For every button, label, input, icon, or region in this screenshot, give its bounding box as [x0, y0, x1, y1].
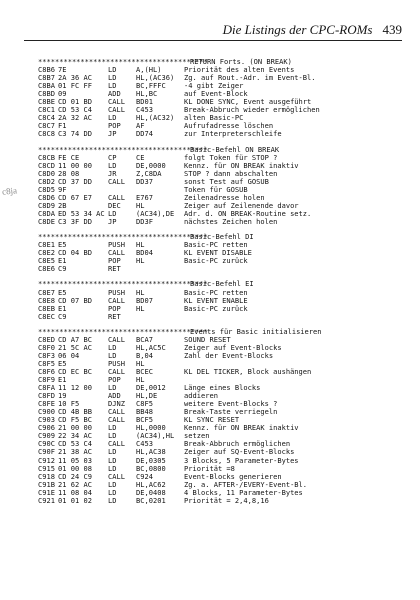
comment: auf Event-Block	[184, 89, 248, 99]
address: C8BA	[38, 81, 55, 91]
operand: BD07	[136, 295, 153, 305]
operand: BB48	[136, 407, 153, 417]
operand: HL	[136, 256, 145, 266]
address: C8C7	[38, 121, 55, 131]
address: C8DA	[38, 208, 55, 218]
opcode-bytes: 2A 32 AC	[58, 113, 92, 123]
comment: nächstes Zeichen holen	[184, 216, 278, 226]
listing-row	[38, 497, 410, 505]
operand	[136, 313, 184, 321]
section-title: Basic-Befehl EI	[190, 279, 254, 289]
address: C8F0	[38, 342, 55, 352]
address: C8D9	[38, 200, 55, 210]
operand: HL,0000	[136, 423, 166, 433]
comment: 3 Blocks, 5 Parameter-Bytes	[184, 455, 299, 465]
mnemonic: CALL	[108, 334, 125, 344]
section-title: Basic-Befehl ON BREAK	[190, 144, 280, 154]
operand: HL	[136, 287, 145, 297]
address: C90C	[38, 439, 55, 449]
section-title: RETURN Forts. (ON BREAK)	[190, 57, 292, 66]
opcode-bytes: E1	[58, 256, 67, 266]
mnemonic: ADD	[108, 391, 121, 401]
section-separator: ****************************************	[38, 57, 208, 66]
listing-row	[38, 218, 410, 226]
mnemonic: CALL	[108, 407, 125, 417]
mnemonic: POP	[108, 121, 121, 131]
comment: KL DONE SYNC, Event ausgeführt	[184, 97, 312, 107]
comment: zur Interpreterschleife	[184, 129, 282, 139]
comment: Zeiger auf Zeilenende davor	[184, 200, 299, 210]
opcode-bytes: 7E	[58, 65, 67, 75]
opcode-bytes: C9	[58, 311, 67, 321]
mnemonic: JR	[108, 168, 117, 178]
address: C8B7	[38, 73, 55, 83]
section-separator: ****************************************	[38, 326, 208, 336]
address: C91E	[38, 487, 55, 497]
comment: SOUND RESET	[184, 334, 231, 344]
address: C8E8	[38, 295, 55, 305]
opcode-bytes: 9F	[58, 184, 67, 194]
operand: B,04	[136, 350, 153, 360]
mnemonic: LD	[108, 350, 117, 360]
opcode-bytes: 01 FC FF	[58, 81, 92, 91]
address: C8CB	[38, 152, 55, 162]
address: C8D0	[38, 168, 55, 178]
address: C8E1	[38, 240, 55, 250]
comment: Break-Abbruch ermöglichen	[184, 439, 291, 449]
opcode-bytes: 2B	[58, 200, 67, 210]
operand: BCEC	[136, 367, 153, 377]
opcode-bytes: CD 67 E7	[58, 192, 92, 202]
opcode-bytes: ED 53 34 AC	[58, 208, 105, 218]
address: C8EC	[38, 311, 55, 321]
comment: folgt Token für STOP ?	[184, 152, 278, 162]
mnemonic: DEC	[108, 200, 121, 210]
comment: weitere Event-Blocks ?	[184, 399, 278, 409]
operand: HL,AC5C	[136, 342, 166, 352]
opcode-bytes: 11 00 00	[58, 160, 92, 170]
mnemonic: LD	[108, 479, 117, 489]
comment: STOP ? dann abschalten	[184, 168, 278, 178]
mnemonic: LD	[108, 487, 117, 497]
opcode-bytes: F1	[58, 121, 67, 131]
mnemonic: PUSH	[108, 240, 125, 250]
mnemonic: LD	[108, 423, 117, 433]
comment: Kennz. für ON BREAK inaktiv	[184, 423, 299, 433]
address: C8E7	[38, 287, 55, 297]
address: C8FA	[38, 383, 55, 393]
page-header	[22, 22, 402, 38]
opcode-bytes: 2A 36 AC	[58, 73, 92, 83]
operand: (AC34),HL	[136, 431, 175, 441]
mnemonic: RET	[108, 264, 121, 274]
operand: HL	[136, 200, 145, 210]
operand: HL,(AC36)	[136, 73, 175, 83]
mnemonic: LD	[108, 160, 117, 170]
address: C8E6	[38, 264, 55, 274]
address: C8C8	[38, 129, 55, 139]
opcode-bytes: 09	[58, 89, 67, 99]
mnemonic: CALL	[108, 367, 125, 377]
address: C8F5	[38, 358, 55, 368]
listing-row	[38, 352, 410, 360]
mnemonic: LD	[108, 81, 117, 91]
operand: BD04	[136, 248, 153, 258]
mnemonic: DJNZ	[108, 399, 125, 409]
operand: DD3F	[136, 216, 153, 226]
operand: HL	[136, 375, 145, 385]
mnemonic: LD	[108, 495, 117, 505]
opcode-bytes: E5	[58, 358, 67, 368]
section-title: Events für Basic initialisieren	[190, 326, 322, 336]
opcode-bytes: C9	[58, 264, 67, 274]
comment: sonst Test auf GOSUB	[184, 176, 269, 186]
opcode-bytes: 28 08	[58, 168, 80, 178]
operand: HL	[136, 240, 145, 250]
mnemonic: CALL	[108, 439, 125, 449]
comment: Adr. d. ON BREAK-Routine setz.	[184, 208, 312, 218]
address: C903	[38, 415, 55, 425]
comment: Zg. auf Rout.-Adr. im Event-Bl.	[184, 73, 316, 83]
comment: Break-Taste verriegeln	[184, 407, 278, 417]
mnemonic: POP	[108, 375, 121, 385]
operand: C453	[136, 105, 153, 115]
operand: (AC34),DE	[136, 208, 175, 218]
opcode-bytes: FE CE	[58, 152, 80, 162]
section-separator: ****************************************	[38, 144, 208, 154]
operand: HL,AC38	[136, 447, 166, 457]
mnemonic: CALL	[108, 97, 125, 107]
comment: 4 Blocks, 11 Parameter-Bytes	[184, 487, 303, 497]
opcode-bytes: C3 3F DD	[58, 216, 92, 226]
opcode-bytes: C3 74 DD	[58, 129, 92, 139]
operand: DE,0012	[136, 383, 166, 393]
address: C915	[38, 463, 55, 473]
mnemonic: ADD	[108, 89, 121, 99]
mnemonic: JP	[108, 216, 117, 226]
listing-row	[38, 257, 410, 265]
comment: -4 gibt Zeiger	[184, 81, 244, 91]
operand: BC,0201	[136, 495, 166, 505]
address: C90F	[38, 447, 55, 457]
opcode-bytes: E5	[58, 287, 67, 297]
mnemonic: CALL	[108, 176, 125, 186]
mnemonic: PUSH	[108, 287, 125, 297]
comment: Basic-PC zurück	[184, 303, 248, 313]
opcode-bytes: CD 4B BB	[58, 407, 92, 417]
comment: Priorität des alten Events	[184, 65, 295, 75]
opcode-bytes: 21 5C AC	[58, 342, 92, 352]
operand: DD74	[136, 129, 153, 139]
assembly-listing	[38, 58, 410, 505]
address: C8E5	[38, 256, 55, 266]
opcode-bytes: E1	[58, 303, 67, 313]
address: C8ED	[38, 334, 55, 344]
operand: AF	[136, 121, 145, 131]
comment: addieren	[184, 391, 218, 401]
comment: KL SYNC RESET	[184, 415, 240, 425]
listing-row	[38, 424, 410, 432]
comment: Kennz. für ON BREAK inaktiv	[184, 160, 299, 170]
address: C8C1	[38, 105, 55, 115]
header-rule	[24, 40, 402, 41]
operand: DD37	[136, 176, 153, 186]
opcode-bytes: CD 01 BD	[58, 97, 92, 107]
comment: Event-Blocks generieren	[184, 471, 282, 481]
opcode-bytes: 21 00 00	[58, 423, 92, 433]
address: C8F9	[38, 375, 55, 385]
opcode-bytes: 11 05 03	[58, 455, 92, 465]
address: C91B	[38, 479, 55, 489]
listing-row	[38, 313, 410, 321]
operand: HL,(AC32)	[136, 113, 175, 123]
mnemonic: LD	[108, 463, 117, 473]
operand: Z,C8DA	[136, 168, 162, 178]
mnemonic: CALL	[108, 248, 125, 258]
mnemonic: CP	[108, 152, 117, 162]
operand: HL	[136, 303, 145, 313]
section-separator: ****************************************	[38, 232, 208, 242]
listing-row	[38, 305, 410, 313]
operand: E767	[136, 192, 153, 202]
operand: BC,FFFC	[136, 81, 166, 91]
address: C8EB	[38, 303, 55, 313]
opcode-bytes: 19	[58, 391, 67, 401]
comment: Break-Abbruch wieder ermöglichen	[184, 105, 320, 115]
operand: C453	[136, 439, 153, 449]
listing-row	[38, 265, 410, 273]
operand: HL,DE	[136, 391, 158, 401]
operand: BCA7	[136, 334, 153, 344]
opcode-bytes: 01 00 08	[58, 463, 92, 473]
listing-row	[38, 384, 410, 392]
comment: Priorität =8	[184, 463, 235, 473]
opcode-bytes: E5	[58, 240, 67, 250]
mnemonic: LD	[108, 73, 117, 83]
address: C8F6	[38, 367, 55, 377]
comment: Zeilenadresse holen	[184, 192, 265, 202]
comment: Priorität = 2,4,8,16	[184, 495, 269, 505]
opcode-bytes: 06 04	[58, 350, 80, 360]
comment: Aufrufadresse löschen	[184, 121, 274, 131]
mnemonic: POP	[108, 256, 121, 266]
section-title: Basic-Befehl DI	[190, 232, 254, 242]
comment: alten Basic-PC	[184, 113, 244, 123]
address: C921	[38, 495, 55, 505]
opcode-bytes: E1	[58, 375, 67, 385]
mnemonic: CALL	[108, 295, 125, 305]
page-number: 439	[382, 22, 402, 37]
listing-row	[38, 368, 410, 376]
opcode-bytes: CD 04 BD	[58, 248, 92, 258]
address: C918	[38, 471, 55, 481]
operand: A,(HL)	[136, 65, 162, 75]
comment: Zg. a. AFTER-/EVERY-Event-Bl.	[184, 479, 308, 489]
address: C8B6	[38, 65, 55, 75]
operand: CE	[136, 152, 145, 162]
mnemonic: LD	[108, 208, 117, 218]
address: C906	[38, 423, 55, 433]
opcode-bytes: 11 12 00	[58, 383, 92, 393]
opcode-bytes: 21 62 AC	[58, 479, 92, 489]
address: C900	[38, 407, 55, 417]
mnemonic: LD	[108, 65, 117, 75]
opcode-bytes: CD EC BC	[58, 367, 92, 377]
margin-note: c8ja	[1, 185, 18, 197]
comment: Zahl der Event-Blocks	[184, 350, 274, 360]
address: C912	[38, 455, 55, 465]
operand: HL,AC62	[136, 479, 166, 489]
mnemonic: CALL	[108, 471, 125, 481]
comment	[184, 265, 410, 273]
operand	[136, 265, 184, 273]
mnemonic: LD	[108, 447, 117, 457]
mnemonic: POP	[108, 303, 121, 313]
mnemonic: LD	[108, 455, 117, 465]
mnemonic: LD	[108, 342, 117, 352]
operand: DE,0000	[136, 160, 166, 170]
opcode-bytes: CD 24 C9	[58, 471, 92, 481]
comment: Basic-PC retten	[184, 240, 248, 250]
section-separator: ****************************************	[38, 279, 208, 289]
opcode-bytes: CD 37 DD	[58, 176, 92, 186]
opcode-bytes: 22 34 AC	[58, 431, 92, 441]
operand: BD01	[136, 97, 153, 107]
opcode-bytes: CD 53 C4	[58, 439, 92, 449]
comment: Token für GOSUB	[184, 184, 248, 194]
opcode-bytes: CD F5 BC	[58, 415, 92, 425]
opcode-bytes: 10 F5	[58, 399, 80, 409]
mnemonic: LD	[108, 113, 117, 123]
operand: DE,0408	[136, 487, 166, 497]
opcode-bytes: 21 38 AC	[58, 447, 92, 457]
opcode-bytes: 01 01 02	[58, 495, 92, 505]
address: C8D6	[38, 192, 55, 202]
address: C8D5	[38, 184, 55, 194]
operand: BC,0800	[136, 463, 166, 473]
comment	[184, 313, 410, 321]
operand: BCF5	[136, 415, 153, 425]
comment: KL EVENT DISABLE	[184, 248, 252, 258]
mnemonic: CALL	[108, 192, 125, 202]
address: C909	[38, 431, 55, 441]
comment: KL EVENT ENABLE	[184, 295, 248, 305]
address: C8E2	[38, 248, 55, 258]
listing-row	[38, 130, 410, 138]
opcode-bytes: CD A7 BC	[58, 334, 92, 344]
comment: Länge eines Blocks	[184, 383, 261, 393]
opcode-bytes: CD 07 BD	[58, 295, 92, 305]
comment: Zeiger auf Event-Blocks	[184, 342, 282, 352]
mnemonic: PUSH	[108, 358, 125, 368]
address: C8CD	[38, 160, 55, 170]
mnemonic: JP	[108, 129, 117, 139]
address: C8D2	[38, 176, 55, 186]
operand: C924	[136, 471, 153, 481]
mnemonic: CALL	[108, 415, 125, 425]
comment: KL DEL TICKER, Block aushängen	[184, 367, 312, 377]
address: C8FE	[38, 399, 55, 409]
operand: HL,BC	[136, 89, 158, 99]
operand: C8F5	[136, 399, 153, 409]
mnemonic: LD	[108, 431, 117, 441]
operand: DE,0305	[136, 455, 166, 465]
address: C8FD	[38, 391, 55, 401]
address: C8DE	[38, 216, 55, 226]
mnemonic: LD	[108, 383, 117, 393]
address: C8C4	[38, 113, 55, 123]
opcode-bytes: 11 08 04	[58, 487, 92, 497]
comment: setzen	[184, 431, 210, 441]
book-title: Die Listings der CPC-ROMs	[222, 22, 373, 37]
opcode-bytes: CD 53 C4	[58, 105, 92, 115]
comment: Basic-PC zurück	[184, 256, 248, 266]
comment: Basic-PC retten	[184, 287, 248, 297]
address: C8BE	[38, 97, 55, 107]
comment: Zeiger auf SQ-Event-Blocks	[184, 447, 295, 457]
mnemonic: RET	[108, 311, 121, 321]
address: C8BD	[38, 89, 55, 99]
address: C8F3	[38, 350, 55, 360]
operand: HL	[136, 358, 145, 368]
mnemonic: CALL	[108, 105, 125, 115]
